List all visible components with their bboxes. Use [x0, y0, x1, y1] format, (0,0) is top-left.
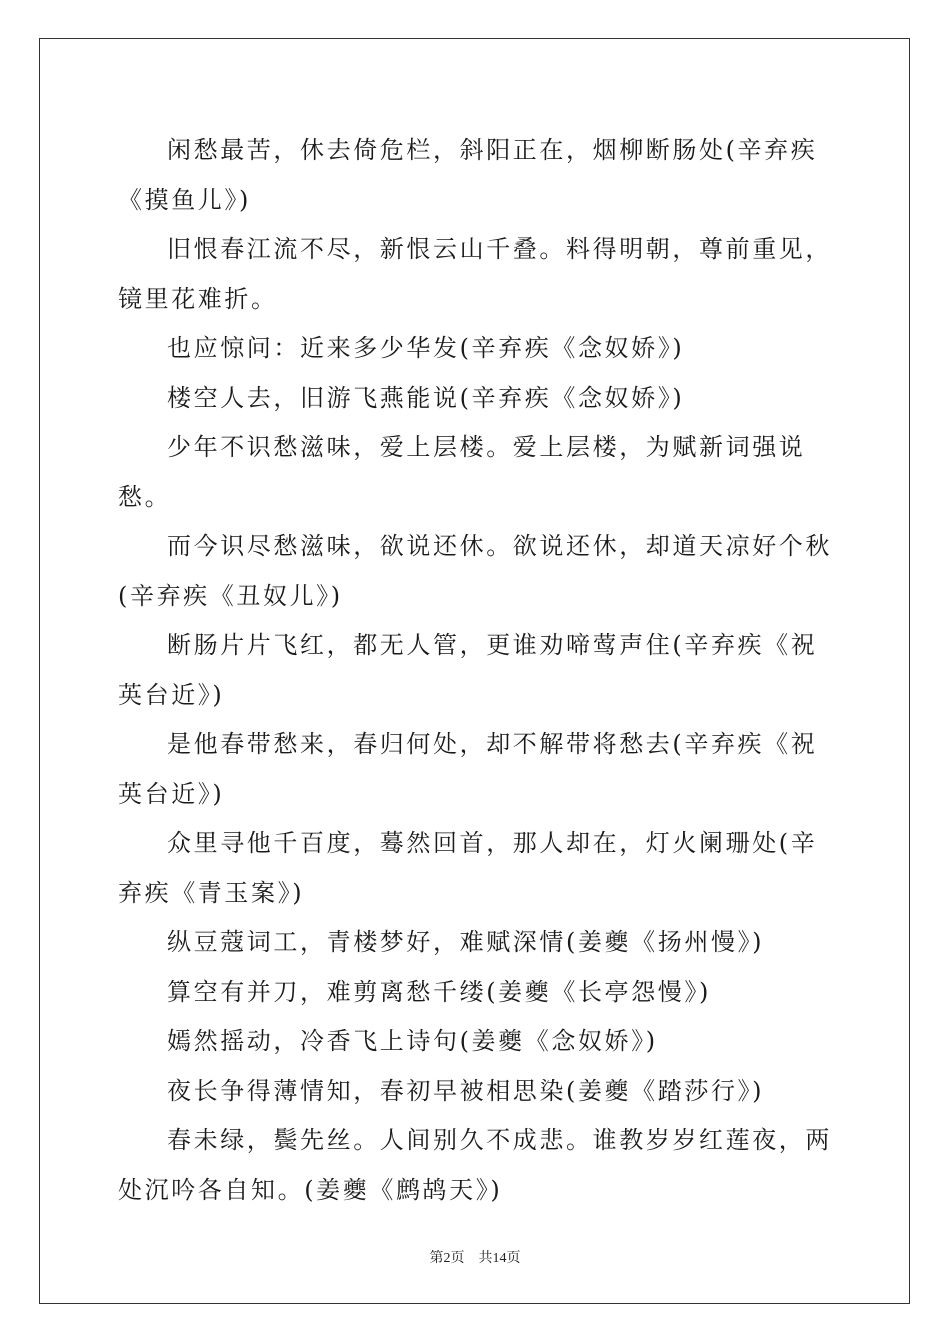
paragraph: 而今识尽愁滋味，欲说还休。欲说还休，却道天凉好个秋(辛弃疾《丑奴儿》): [118, 532, 832, 610]
page-total: 共14页: [478, 1251, 521, 1266]
page-footer: [0, 1247, 950, 1267]
paragraph: 闲愁最苦，休去倚危栏，斜阳正在，烟柳断肠处(辛弃疾《摸鱼儿》): [118, 136, 818, 214]
paragraph: 夜长争得薄情知，春初早被相思染(姜夔《踏莎行》): [167, 1076, 765, 1105]
paragraph: 纵豆蔻词工，青楼梦好，难赋深情(姜夔《扬州慢》): [167, 928, 765, 956]
page-number: 第2页: [429, 1251, 465, 1266]
document-body: [118, 126, 838, 1215]
paragraph: 嫣然摇动，冷香飞上诗句(姜夔《念奴娇》): [167, 1027, 658, 1055]
paragraph: 旧恨春江流不尽，新恨云山千叠。料得明朝，尊前重见，镜里花难折。: [118, 235, 832, 313]
paragraph: 少年不识愁滋味，爱上层楼。爱上层楼，为赋新词强说愁。: [118, 433, 806, 511]
paragraph: 是他春带愁来，春归何处，却不解带将愁去(辛弃疾《祝英台近》): [118, 730, 818, 808]
paragraph: 春未绿，鬓先丝。人间别久不成悲。谁教岁岁红莲夜，两处沉吟各自知。(姜夔《鹧鸪天》): [118, 1126, 832, 1204]
paragraph: 众里寻他千百度，蓦然回首，那人却在，灯火阑珊处(辛弃疾《青玉案》): [118, 829, 818, 907]
paragraph: 断肠片片飞红，都无人管，更谁劝啼莺声住(辛弃疾《祝英台近》): [118, 631, 818, 709]
paragraph: 也应惊问：近来多少华发(辛弃疾《念奴娇》): [167, 334, 685, 362]
paragraph: 楼空人去，旧游飞燕能说(辛弃疾《念奴娇》): [167, 383, 685, 412]
paragraph: 算空有并刀，难剪离愁千缕(姜夔《长亭怨慢》): [167, 977, 711, 1006]
